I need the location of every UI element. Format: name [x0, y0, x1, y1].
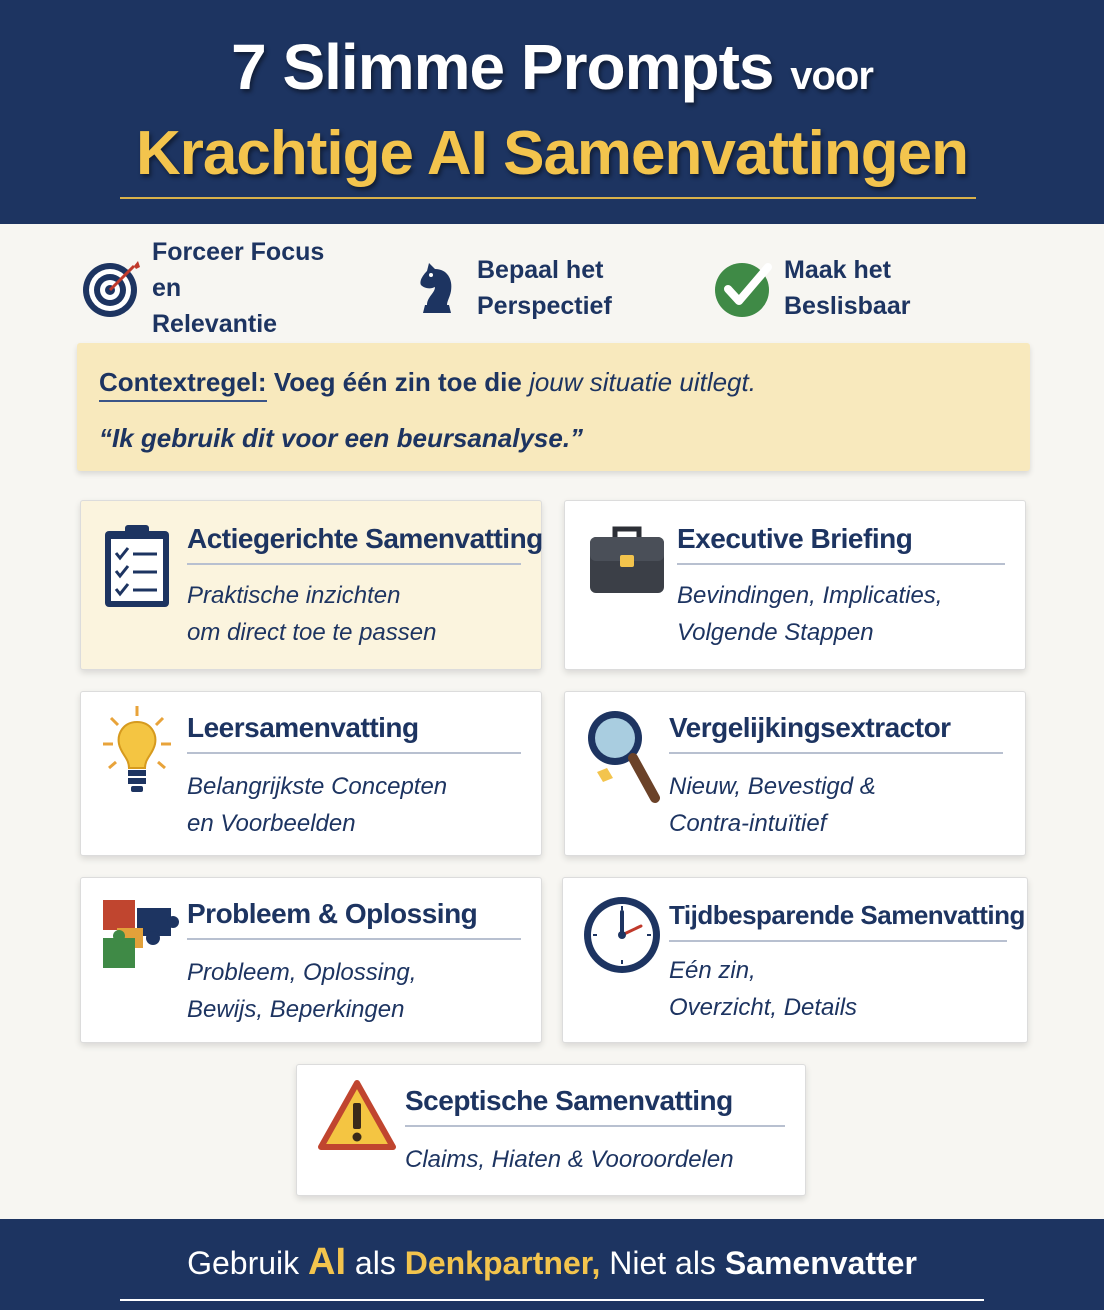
card-title-rule: [405, 1125, 785, 1127]
footer-word: als: [354, 1245, 396, 1281]
checkmark-icon: [712, 257, 774, 319]
card-desc-line1: Bevindingen, Implicaties,: [677, 582, 943, 609]
lightbulb-icon: [101, 704, 173, 796]
footer-underline: [120, 1299, 984, 1301]
card-desc-line2: Volgende Stappen: [677, 619, 874, 646]
footer-word-denkpartner: Denkpartner,: [404, 1245, 601, 1281]
card-title-rule: [669, 940, 1007, 942]
card-desc-line2: Bewijs, Beperkingen: [187, 996, 405, 1023]
chess-knight-icon: [405, 257, 467, 319]
card-comparison-extractor: [564, 691, 1026, 856]
card-title: Tijdbesparende Samenvatting: [669, 900, 1025, 930]
clipboard-checklist-icon: [101, 523, 173, 609]
card-executive-briefing: [564, 500, 1026, 670]
briefcase-icon: [587, 523, 667, 595]
card-title: Executive Briefing: [677, 523, 913, 554]
card-desc-line1: Eén zin,: [669, 957, 756, 984]
card-desc-line1: Claims, Hiaten & Vooroordelen: [405, 1146, 734, 1173]
target-icon: [80, 257, 142, 319]
card-desc-line2: Overzicht, Details: [669, 994, 858, 1021]
card-learning-summary: [80, 691, 542, 856]
footer-word: Niet als: [609, 1245, 716, 1281]
card-title-rule: [187, 938, 521, 940]
page-subtitle: Krachtige AI Samenvattingen: [135, 119, 968, 188]
page-title: [0, 30, 1104, 104]
title-underline: [120, 197, 976, 199]
footer-word: Gebruik: [187, 1245, 300, 1281]
title-small: voor: [790, 54, 873, 98]
warning-icon: [317, 1079, 397, 1151]
puzzle-icon: [101, 898, 179, 972]
feature-label-line1: Bepaal het: [477, 256, 604, 284]
title-main: 7 Slimme Prompts: [231, 31, 774, 103]
card-time-saving-summary: [562, 877, 1028, 1043]
card-desc-line2: en Voorbeelden: [187, 810, 356, 837]
card-title: Actiegerichte Samenvatting: [187, 523, 543, 554]
card-title-rule: [669, 752, 1003, 754]
magnifier-icon: [583, 706, 663, 806]
context-text-b: jouw situatie uitlegt.: [529, 367, 756, 397]
feature-label-line1: Maak het: [784, 256, 891, 284]
footer-word-ai: AI: [308, 1241, 347, 1283]
context-rule-box: [77, 343, 1030, 471]
header-banner: [0, 0, 1104, 224]
feature-label-line2: Relevantie: [152, 310, 278, 338]
clock-icon: [581, 894, 663, 976]
card-desc-line1: Nieuw, Bevestigd &: [669, 773, 876, 800]
footer-word-samenvatter: Samenvatter: [724, 1245, 917, 1281]
card-action-summary: [80, 500, 542, 670]
card-title: Vergelijkingsextractor: [669, 712, 951, 743]
context-label: Contextregel:: [99, 367, 267, 402]
card-title-rule: [187, 752, 521, 754]
card-desc-line2: om direct toe te passen: [187, 619, 437, 646]
card-desc-line1: Belangrijkste Concepten: [187, 773, 448, 800]
context-quote: “Ik gebruik dit voor een beursanalyse.”: [99, 423, 584, 453]
feature-decide: [712, 248, 984, 328]
feature-label-line2: Beslisbaar: [784, 292, 911, 320]
context-text-a: Voeg één zin toe die: [273, 367, 522, 397]
card-title: Probleem & Oplossing: [187, 898, 478, 929]
feature-label-line1: Forceer Focus en: [152, 238, 325, 302]
card-problem-solution: [80, 877, 542, 1043]
footer-tagline: [0, 1241, 1104, 1284]
card-desc-line1: Praktische inzichten: [187, 582, 401, 609]
card-skeptical-summary: [296, 1064, 806, 1196]
feature-perspective: [405, 248, 677, 328]
card-title: Sceptische Samenvatting: [405, 1085, 733, 1116]
card-desc-line2: Contra-intuïtief: [669, 810, 827, 837]
card-desc-line1: Probleem, Oplossing,: [187, 959, 417, 986]
card-title: Leersamenvatting: [187, 712, 419, 743]
card-title-rule: [677, 563, 1005, 565]
card-title-rule: [187, 563, 521, 565]
feature-focus: [80, 238, 352, 338]
feature-label-line2: Perspectief: [477, 292, 612, 320]
footer-banner: [0, 1219, 1104, 1310]
